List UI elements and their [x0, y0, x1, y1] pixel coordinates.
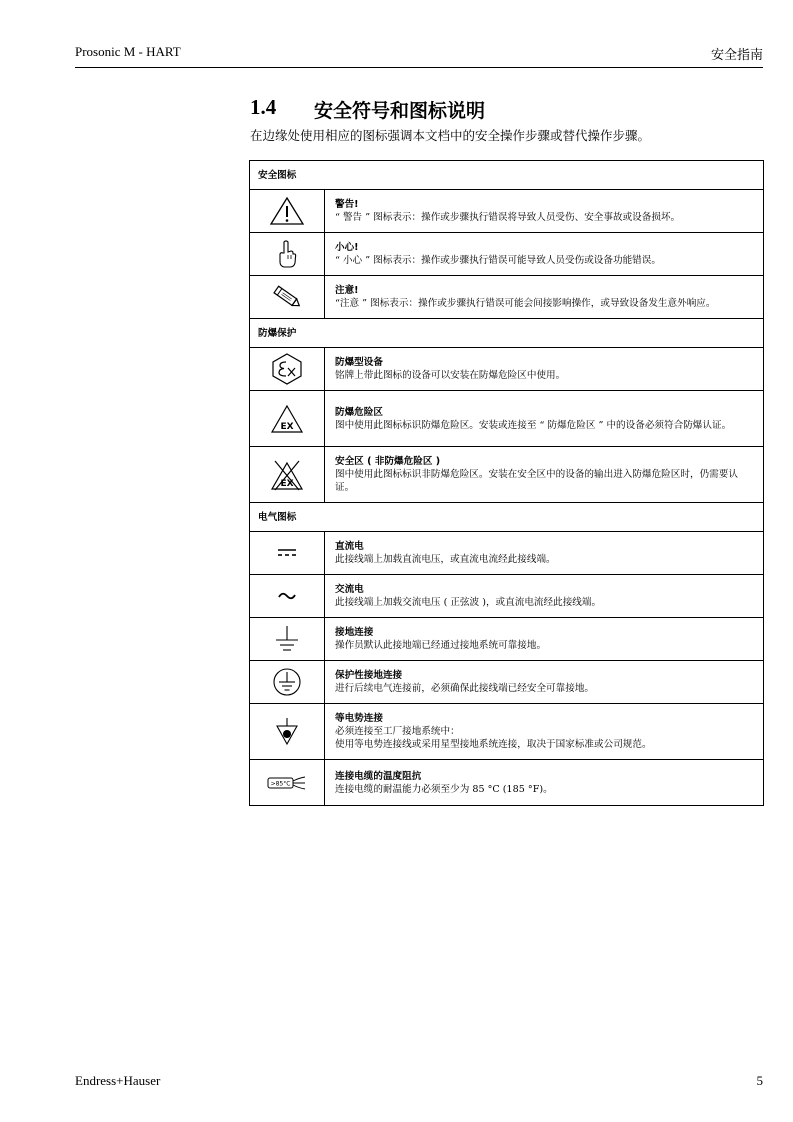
table-row — [250, 233, 764, 276]
ac-text: 此接线端上加载交流电压 ( 正弦波 )，或直流电流经此接线端。 — [335, 597, 602, 608]
table-row — [250, 661, 764, 704]
category-electrical: 电气图标 — [250, 503, 764, 532]
equipotential-text-1: 必须连接至工厂接地系统中： — [335, 726, 460, 737]
ex-device-text: 铭牌上带此图标的设备可以安装在防爆危险区中使用。 — [335, 370, 566, 381]
ex-triangle-crossed-icon — [270, 459, 304, 491]
equipotential-text-2: 使用等电势连接线或采用星型接地系统连接，取决于国家标准或公司规范。 — [335, 739, 652, 750]
pe-title: 保护性接地连接 — [335, 670, 403, 681]
category-row — [250, 161, 764, 190]
section-intro: 在边缘处使用相应的图标强调本文档中的安全操作步骤或替代操作步骤。 — [250, 128, 651, 143]
ac-icon-cell — [250, 575, 325, 618]
safe-area-title: 安全区 ( 非防爆危险区 ) — [335, 456, 441, 467]
equipotential-icon-cell — [250, 704, 325, 760]
section-number: 1.4 — [250, 95, 277, 119]
warning-icon-cell — [250, 190, 325, 233]
safe-area-icon-cell — [250, 447, 325, 503]
equipotential-desc — [325, 704, 764, 760]
dc-text: 此接线端上加载直流电压，或直流电流经此接线端。 — [335, 554, 556, 565]
table-row — [250, 276, 764, 319]
warning-title: 警告! — [335, 199, 359, 210]
table-row — [250, 447, 764, 503]
safe-area-desc — [325, 447, 764, 503]
table-row — [250, 575, 764, 618]
hand-icon — [276, 239, 298, 269]
category-row — [250, 503, 764, 532]
hazardous-area-desc — [325, 391, 764, 447]
caution-title: 小心! — [335, 242, 359, 253]
note-text: “注意 ” 图标表示：操作或步骤执行错误可能会间接影响操作，或导致设备发生意外响应。 — [335, 298, 716, 309]
ex-hexagon-icon — [271, 353, 303, 385]
hazardous-area-icon-cell — [250, 391, 325, 447]
note-icon-cell — [250, 276, 325, 319]
ex-device-title: 防爆型设备 — [335, 357, 383, 368]
cable-temperature-icon — [267, 775, 307, 791]
category-explosion: 防爆保护 — [250, 319, 764, 348]
caution-desc — [325, 233, 764, 276]
header-product: Prosonic M - HART — [75, 44, 181, 59]
footer-brand: Endress+Hauser — [75, 1073, 161, 1088]
table-row — [250, 532, 764, 575]
table-row — [250, 704, 764, 760]
ground-title: 接地连接 — [335, 627, 374, 638]
category-row — [250, 319, 764, 348]
pencil-icon — [270, 284, 304, 310]
caution-icon-cell — [250, 233, 325, 276]
equipotential-icon — [275, 717, 299, 747]
pe-desc — [325, 661, 764, 704]
dc-icon-cell — [250, 532, 325, 575]
ex-device-desc — [325, 348, 764, 391]
table-row — [250, 391, 764, 447]
page-number: 5 — [756, 1073, 763, 1088]
ex-device-icon-cell — [250, 348, 325, 391]
hazardous-area-text: 图中使用此图标标识防爆危险区。安装或连接至 “ 防爆危险区 ” 中的设备必须符合防爆认证。 — [335, 419, 732, 431]
svg-text:EX: EX — [280, 421, 294, 432]
ground-icon — [273, 624, 301, 654]
section-title: 安全符号和图标说明 — [314, 100, 486, 122]
category-safety: 安全图标 — [250, 161, 764, 190]
warning-text: “ 警告 ” 图标表示：操作或步骤执行错误将导致人员受伤、安全事故或设备损坏。 — [335, 212, 681, 223]
equipotential-title: 等电势连接 — [335, 713, 383, 724]
header-chapter: 安全指南 — [710, 48, 763, 63]
dc-desc — [325, 532, 764, 575]
note-title: 注意! — [335, 285, 359, 296]
hazardous-area-title: 防爆危险区 — [335, 406, 383, 418]
dc-title: 直流电 — [335, 541, 364, 552]
alternating-current-icon — [277, 590, 297, 602]
protective-earth-icon — [272, 667, 302, 697]
table-row — [250, 190, 764, 233]
table-row — [250, 618, 764, 661]
warning-icon — [269, 196, 305, 226]
table-row — [250, 348, 764, 391]
ground-text: 操作员默认此接地端已经通过接地系统可靠接地。 — [335, 640, 547, 651]
pe-icon-cell — [250, 661, 325, 704]
warning-desc — [325, 190, 764, 233]
ground-desc — [325, 618, 764, 661]
temperature-title: 连接电缆的温度阻抗 — [335, 770, 422, 782]
symbol-table — [249, 160, 764, 806]
ex-triangle-icon — [270, 404, 304, 434]
svg-text:EX: EX — [280, 478, 294, 489]
ac-title: 交流电 — [335, 584, 364, 595]
header-rule — [75, 67, 763, 68]
note-desc — [325, 276, 764, 319]
cable-temperature-label: >85°C — [270, 780, 291, 787]
pe-text: 进行后续电气连接前，必须确保此接线端已经安全可靠接地。 — [335, 683, 595, 694]
ground-icon-cell — [250, 618, 325, 661]
direct-current-icon — [276, 547, 298, 559]
caution-text: “ 小心 ” 图标表示：操作或步骤执行错误可能导致人员受伤或设备功能错误。 — [335, 255, 661, 266]
table-row — [250, 760, 764, 806]
temperature-text: 连接电缆的耐温能力必须至少为 85 °C (185 °F)。 — [335, 783, 553, 795]
safe-area-text: 图中使用此图标标识非防爆危险区。安装在安全区中的设备的输出进入防爆危险区时，仍需要认证。 — [335, 469, 738, 493]
ac-desc — [325, 575, 764, 618]
temperature-desc — [325, 760, 764, 806]
temperature-icon-cell — [250, 760, 325, 806]
